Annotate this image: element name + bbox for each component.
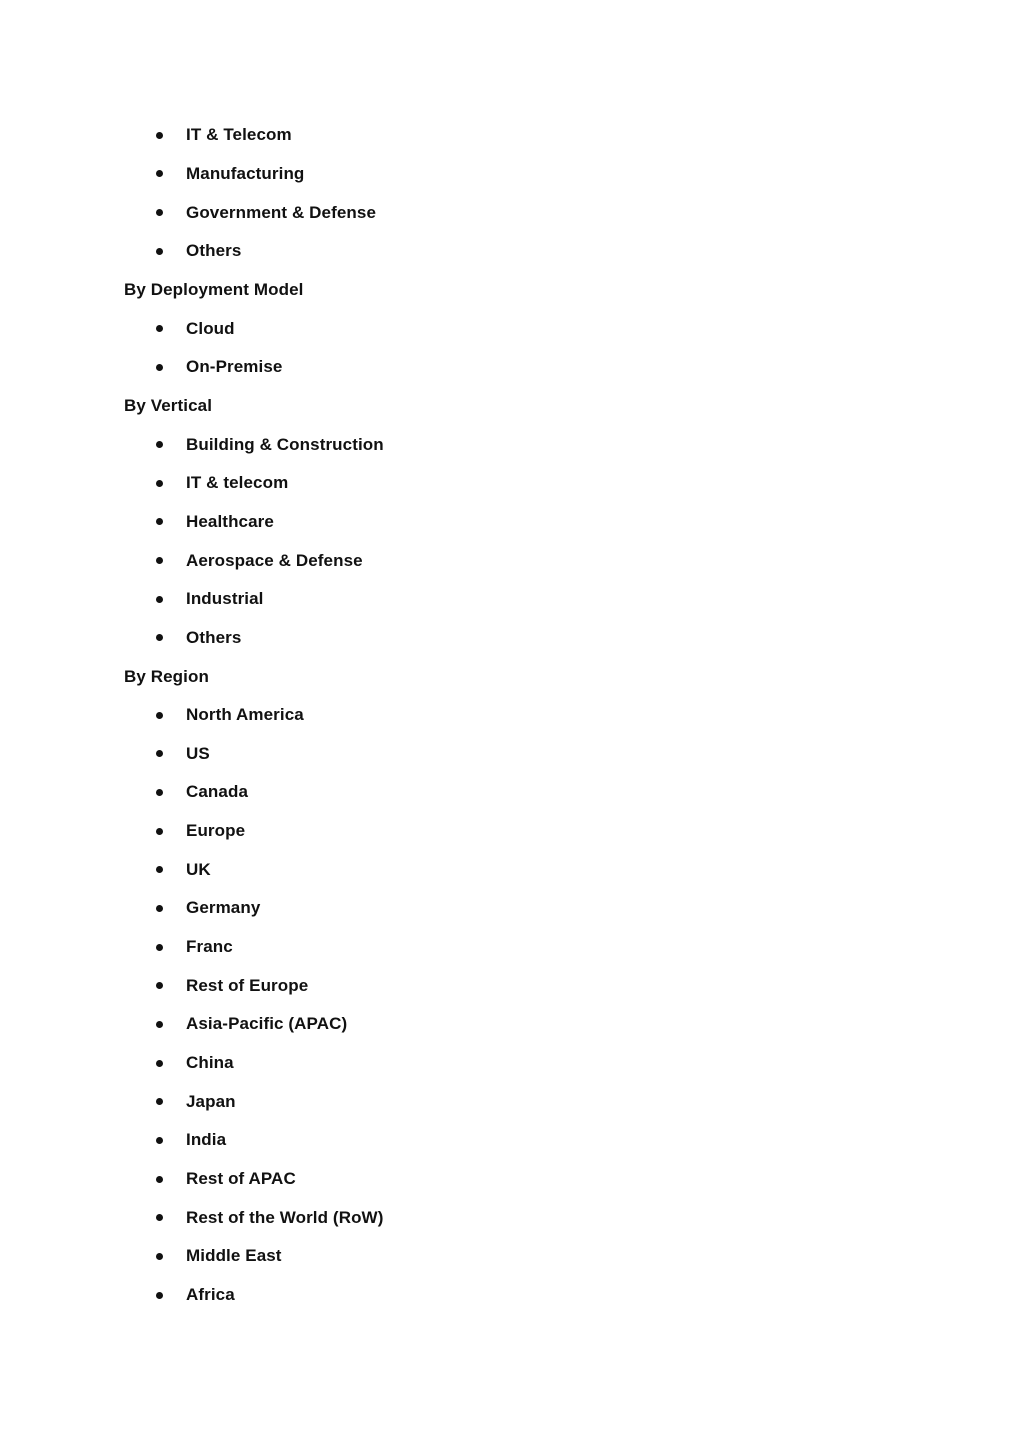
bullet-icon — [156, 1098, 163, 1105]
bullet-icon — [156, 596, 163, 603]
bullet-icon — [156, 905, 163, 912]
list-item-label: Manufacturing — [186, 163, 305, 183]
bullet-icon — [156, 480, 163, 487]
list-item — [124, 309, 924, 348]
bullet-icon — [156, 1137, 163, 1144]
list-item-label: Rest of the World (RoW) — [186, 1207, 384, 1227]
list-item — [124, 889, 924, 928]
list-item-label: Germany — [186, 898, 261, 918]
list-item-label: Others — [186, 627, 242, 647]
bullet-icon — [156, 750, 163, 757]
list-item — [124, 1082, 924, 1121]
list-item — [124, 116, 924, 155]
list-item — [124, 735, 924, 774]
list-item-label: On-Premise — [186, 357, 283, 377]
section-heading: By Deployment Model — [124, 279, 304, 299]
bullet-icon — [156, 170, 163, 177]
list-item — [124, 619, 924, 658]
bullet-icon — [156, 248, 163, 255]
bullet-icon — [156, 1060, 163, 1067]
list-item-label: Asia-Pacific (APAC) — [186, 1014, 348, 1034]
segmentation-list — [124, 116, 924, 1314]
list-item-label: Canada — [186, 782, 249, 802]
list-item-label: US — [186, 743, 210, 763]
section-heading: By Vertical — [124, 395, 213, 415]
list-item — [124, 541, 924, 580]
bullet-icon — [156, 866, 163, 873]
bullet-icon — [156, 712, 163, 719]
bullet-icon — [156, 789, 163, 796]
list-item-label: Rest of APAC — [186, 1169, 296, 1189]
list-item — [124, 425, 924, 464]
list-item-label: Rest of Europe — [186, 975, 309, 995]
list-item-label: Franc — [186, 937, 233, 957]
list-item — [124, 1276, 924, 1315]
bullet-icon — [156, 557, 163, 564]
bullet-icon — [156, 1292, 163, 1299]
list-item — [124, 232, 924, 271]
list-item-label: Aerospace & Defense — [186, 550, 363, 570]
list-item-label: China — [186, 1053, 234, 1073]
list-item — [124, 503, 924, 542]
section-heading: By Region — [124, 666, 209, 686]
list-item — [124, 1160, 924, 1199]
list-item-label: IT & Telecom — [186, 125, 292, 145]
list-item-label: Cloud — [186, 318, 235, 338]
bullet-icon — [156, 364, 163, 371]
list-item-label: Japan — [186, 1091, 236, 1111]
bullet-icon — [156, 1214, 163, 1221]
list-item — [124, 966, 924, 1005]
list-item — [124, 348, 924, 387]
list-item — [124, 580, 924, 619]
list-item — [124, 193, 924, 232]
list-item — [124, 155, 924, 194]
list-item — [124, 696, 924, 735]
bullet-icon — [156, 1253, 163, 1260]
list-item-label: IT & telecom — [186, 473, 289, 493]
list-item — [124, 928, 924, 967]
list-item — [124, 1237, 924, 1276]
list-item-label: Healthcare — [186, 511, 274, 531]
list-item-label: Africa — [186, 1285, 235, 1305]
list-item-label: Europe — [186, 821, 246, 841]
bullet-icon — [156, 828, 163, 835]
list-item — [124, 812, 924, 851]
bullet-icon — [156, 944, 163, 951]
list-item-label: Others — [186, 241, 242, 261]
list-item-label: Middle East — [186, 1246, 282, 1266]
bullet-icon — [156, 1021, 163, 1028]
bullet-icon — [156, 132, 163, 139]
list-item-label: India — [186, 1130, 227, 1150]
bullet-icon — [156, 1176, 163, 1183]
bullet-icon — [156, 634, 163, 641]
bullet-icon — [156, 982, 163, 989]
list-item — [124, 1198, 924, 1237]
list-item-label: Industrial — [186, 589, 264, 609]
list-item — [124, 1121, 924, 1160]
bullet-icon — [156, 325, 163, 332]
list-item-label: Government & Defense — [186, 202, 376, 222]
bullet-icon — [156, 518, 163, 525]
list-item — [124, 1044, 924, 1083]
list-item-label: North America — [186, 705, 304, 725]
list-item — [124, 773, 924, 812]
list-item — [124, 1005, 924, 1044]
list-item-label: Building & Construction — [186, 434, 384, 454]
list-item — [124, 464, 924, 503]
bullet-icon — [156, 441, 163, 448]
list-item-label: UK — [186, 859, 211, 879]
bullet-icon — [156, 209, 163, 216]
list-item — [124, 850, 924, 889]
